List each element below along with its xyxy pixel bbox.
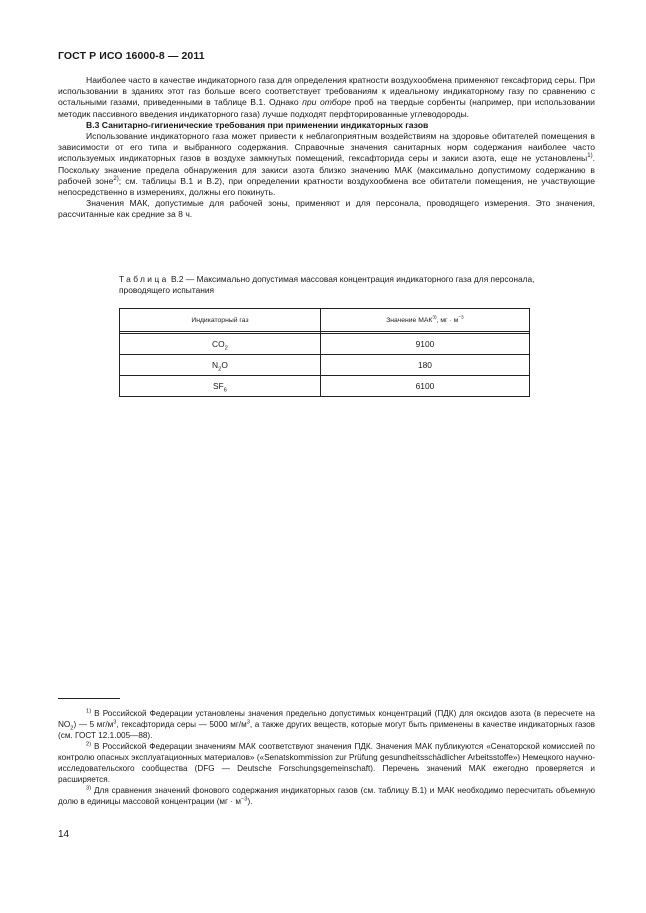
table-row — [120, 355, 530, 376]
value-cell: 180 — [320, 355, 529, 376]
gas-cell — [120, 355, 321, 376]
page-number: 14 — [58, 829, 70, 840]
gas-formula-tail: O — [221, 360, 228, 370]
footnote-2 — [58, 741, 595, 785]
footnote-3 — [58, 785, 595, 807]
column-header-gas: Индикаторный газ — [120, 309, 321, 332]
paragraph-text: Использование индикаторного газа может привести к неблагоприятным воздействиям на здоровье обитателей помещения в зависимости от его типа и выбранного содержания. Справочные значения санитарных норм содержания наиболее часто используемых индикаторных газов в воздухе замкнутых помещений, гексафторида серы и закиси азота, еще не установлены — [58, 131, 595, 164]
gas-subscript: 6 — [223, 387, 227, 394]
footnote-text: , гексафторида серы — 5000 мг/м — [116, 720, 247, 729]
paragraph-indicator-gas — [58, 75, 595, 120]
gas-cell — [120, 334, 321, 355]
document-header: ГОСТ Р ИСО 16000-8 — 2011 — [58, 50, 205, 62]
gas-cell — [120, 376, 321, 397]
table-row — [120, 334, 530, 355]
paragraph-text: Наиболее часто в качестве индикаторного газа для определения кратности воздухообмена применяют гексафторид серы. При использовании в зданиях этот газ больше всего соответствует требованиям к идеальному индикаторному газу по сравнению с остальными газами, приведенными в таблице В.1. Однако — [58, 75, 595, 108]
footnote-ref-2[interactable]: 2) — [113, 175, 119, 182]
paragraph-health-effects — [58, 131, 595, 198]
table-row — [120, 376, 530, 397]
footnote-separator — [58, 698, 120, 699]
footnote-text: В Российской Федерации установлены значения предельно допустимых концентраций (ПДК) для оксидов азота (в пересчете на NO — [58, 709, 595, 729]
footnote-superscript: 3 — [246, 719, 250, 726]
footnote-superscript: 3 — [113, 719, 117, 726]
paragraph-text: . Поскольку значение предела обнаружения для закиси азота близко значению МАК (максимально допустимому содержанию в рабочей зоне — [58, 153, 595, 186]
footnote-text: ). — [247, 797, 253, 806]
emphasis-text: при отборе — [302, 97, 352, 108]
footnote-ref-1[interactable]: 1) — [587, 153, 593, 160]
footnote-text: Для сравнения значений фонового содержания индикаторных газов (см. таблицу В.1) и МАК необходимо пересчитать объемную долю в единицы массовой концентрации (мг · м — [58, 786, 595, 806]
paragraph-mak-values: Значения МАК, допустимые для рабочей зоны, применяют и для персонала, проводящего измерения. Это значения, рассчитанные как средние за 8 ч. — [58, 198, 595, 220]
footnote-mark: 1) — [86, 708, 92, 715]
table-caption-text: В.2 — Максимально допустимая массовая концентрация индикаторного газа для персонала, проводящего испытания — [119, 274, 535, 295]
gas-formula: SF — [212, 381, 224, 391]
header-unit: , мг · м — [436, 316, 459, 324]
gas-subscript: 2 — [218, 366, 222, 373]
footnote-subscript: 2 — [70, 725, 74, 732]
table-label: Таблица — [119, 274, 169, 284]
paragraph-text: ; см. таблицы В.1 и В.2), при определении кратности воздухообмена все обитатели помещения, не участвующие непосредственно в измерениях, должны его покинуть. — [58, 175, 595, 198]
table-caption — [119, 274, 539, 296]
header-unit-exponent: −3 — [458, 315, 464, 321]
footnote-superscript: −3 — [240, 796, 248, 803]
footnote-text: В Российской Федерации значениям МАК соответствуют значения ПДК. Значения МАК публикуются «Сенаторской комиссией по контролю опасных эксплуатационных материалов» («Senatskommission zur Prüfung gesundheitsschädlicher Arbeitsstoffe») Немецкого научно-исследовательского сообщества (DFG — Deutsche Forschungsgemeinschaft). Перечень значений МАК ежегодно проверяется и расширяется. — [58, 742, 595, 784]
gas-subscript: 2 — [224, 345, 228, 352]
table-header-row — [120, 309, 530, 332]
gas-formula: N — [212, 360, 219, 370]
section-heading: В.3 Санитарно-гигиенические требования при применении индикаторных газов — [86, 119, 429, 130]
header-text: Значение МАК — [386, 316, 433, 324]
value-cell: 9100 — [320, 334, 529, 355]
column-header-mak — [320, 309, 529, 332]
footnotes — [58, 708, 595, 807]
gas-formula: CO — [212, 339, 225, 349]
paragraph-text: проб на твердые сорбенты (например, при использовании методик пассивного введения индикаторного газа) лучше подходят перфторированные углеводороды. — [58, 97, 595, 119]
footnote-text: , а также других веществ, которые могут быть применены в качестве индикаторных газов (см. ГОСТ 12.1.005—88). — [58, 720, 596, 740]
footnote-ref-3[interactable]: 3) — [432, 315, 437, 321]
footnote-mark: 2) — [86, 741, 92, 748]
value-cell: 6100 — [320, 376, 529, 397]
main-text — [58, 75, 595, 221]
footnote-1 — [58, 708, 595, 741]
footnote-text: ) — 5 мг/м — [73, 720, 114, 729]
mak-table — [119, 308, 530, 397]
footnote-mark: 3) — [86, 785, 92, 792]
